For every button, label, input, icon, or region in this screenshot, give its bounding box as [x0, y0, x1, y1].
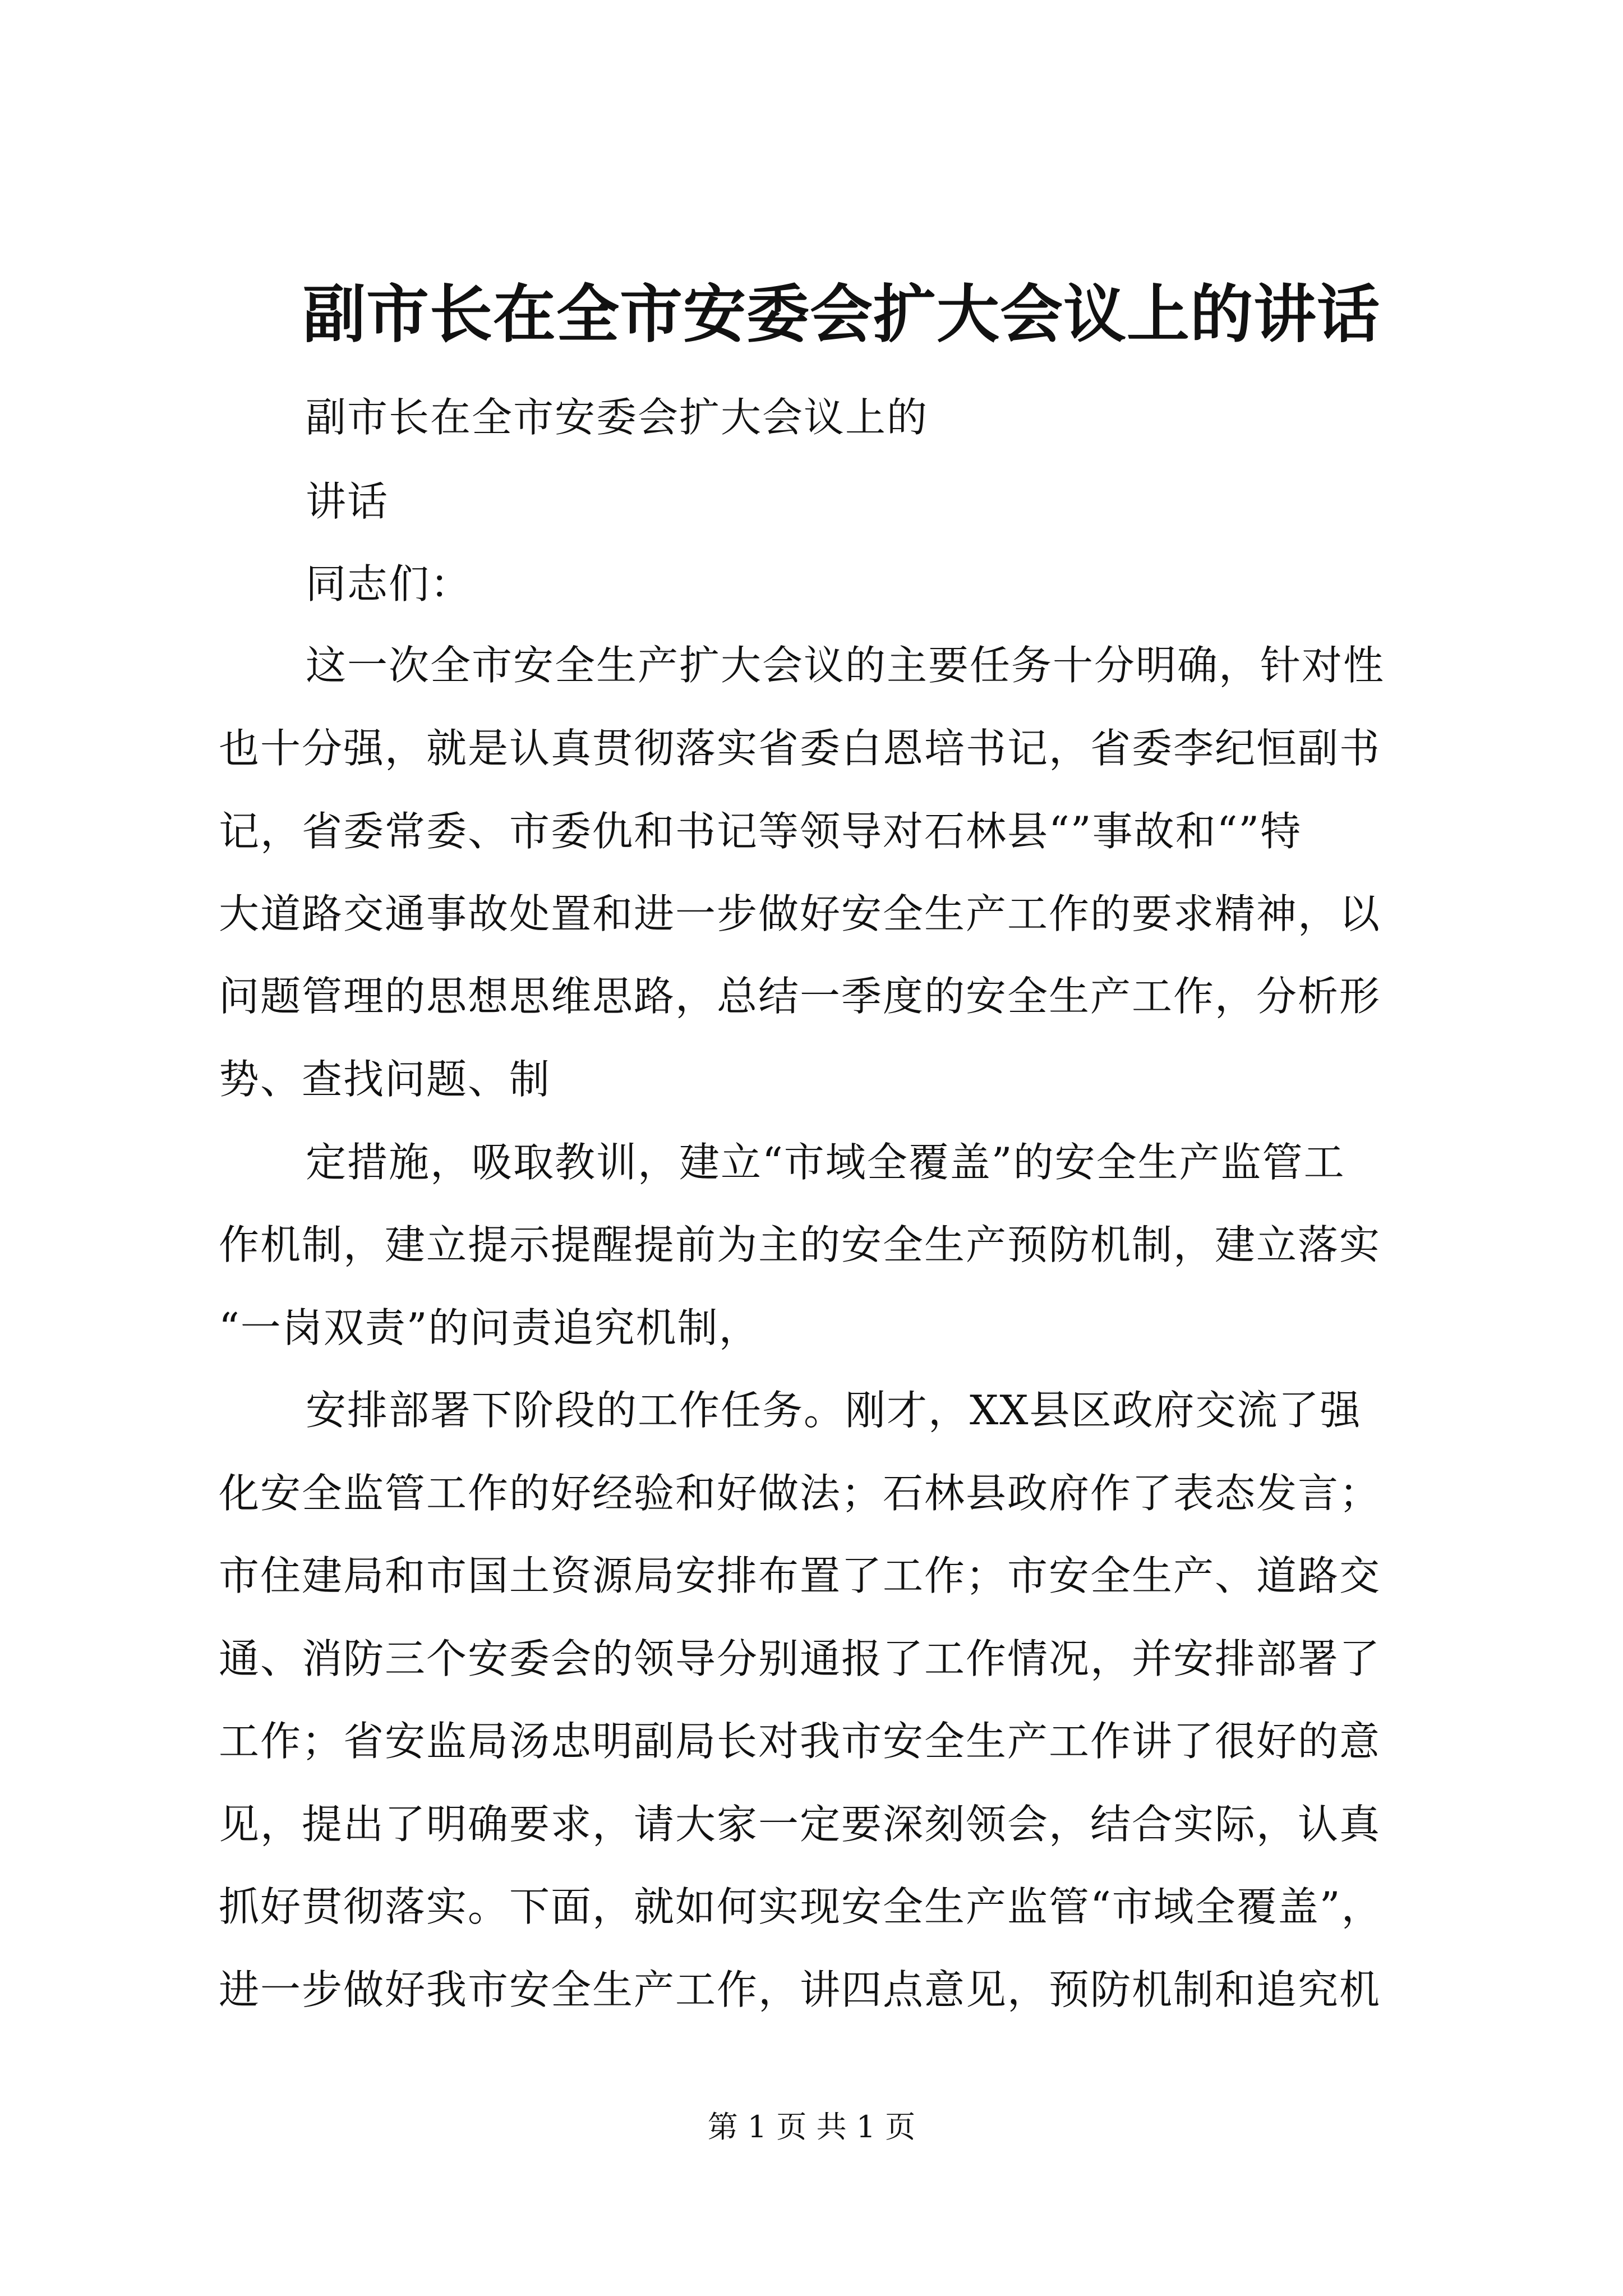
body-line: 这一次全市安全生产扩大会议的主要任务十分明确，针对性	[306, 642, 1385, 689]
body-line: “一岗双责”的问责追究机制，	[219, 1304, 760, 1351]
salutation: 同志们：	[306, 560, 472, 608]
body-line: 也十分强，就是认真贯彻落实省委白恩培书记，省委李纪恒副书	[219, 725, 1381, 772]
body-line: 作机制，建立提示提醒提前为主的安全生产预防机制，建立落实	[219, 1221, 1381, 1268]
body-line: 化安全监管工作的好经验和好做法；石林县政府作了表态发言；	[219, 1470, 1381, 1517]
document-title: 副市长在全市安委会扩大会议上的讲话	[303, 278, 1380, 351]
page-number: 第 1 页 共 1 页	[707, 2109, 916, 2145]
body-line: 问题管理的思想思维思路，总结一季度的安全生产工作，分析形	[219, 973, 1381, 1020]
body-line: 抓好贯彻落实。下面，就如何实现安全生产监管“市域全覆盖”，	[219, 1883, 1383, 1930]
body-line: 进一步做好我市安全生产工作，讲四点意见，预防机制和追究机	[219, 1966, 1381, 2013]
body-line: 记，省委常委、市委仇和书记等领导对石林县“”事故和“”特	[219, 808, 1302, 855]
body-line: 定措施，吸取教训，建立“市域全覆盖”的安全生产监管工	[306, 1139, 1345, 1186]
body-line: 见，提出了明确要求，请大家一定要深刻领会，结合实际，认真	[219, 1801, 1381, 1848]
body-line: 工作；省安监局汤忠明副局长对我市安全生产工作讲了很好的意	[219, 1718, 1381, 1765]
body-line: 大道路交通事故处置和进一步做好安全生产工作的要求精神，以	[219, 890, 1381, 937]
heading-line-2: 讲话	[306, 478, 389, 525]
body-line: 安排部署下阶段的工作任务。刚才，XX县区政府交流了强	[306, 1387, 1362, 1434]
body-line: 市住建局和市国土资源局安排布置了工作；市安全生产、道路交	[219, 1552, 1381, 1599]
heading-line-1: 副市长在全市安委会扩大会议上的	[306, 394, 929, 441]
body-line: 势、查找问题、制	[219, 1056, 551, 1103]
body-line: 通、消防三个安委会的领导分别通报了工作情况，并安排部署了	[219, 1635, 1381, 1682]
